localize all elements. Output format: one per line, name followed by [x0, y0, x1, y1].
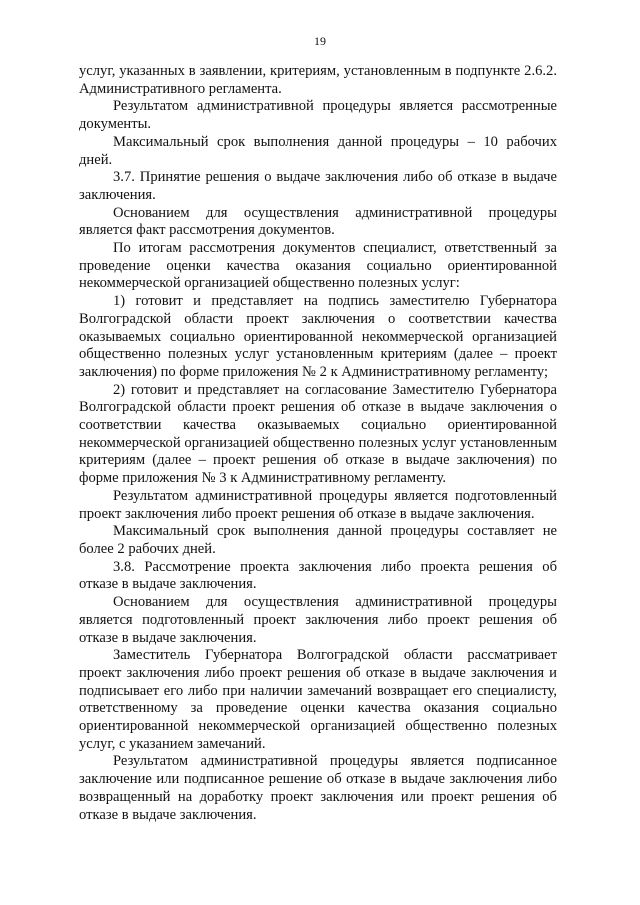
paragraph-result: Результатом административной процедуры является рассмотренные документы.: [79, 98, 557, 133]
paragraph-result: Результатом административной процедуры является подписанное заключение или подписанное решение об отказе в выдаче заключения либо возвращенный на доработку проект заключения или проект решения об отказе в выдаче заключения.: [79, 753, 557, 823]
section-heading-3-8: 3.8. Рассмотрение проекта заключения либо проекта решения об отказе в выдаче заключения.: [79, 558, 557, 593]
list-item-2: 2) готовит и представляет на согласование Заместителю Губернатора Волгоградской области проект решения об отказе в выдаче заключения о соответствии качества оказываемых социально ориентированной некоммерческой организацией общественно полезных услуг установленным критериям (далее – проект решения об отказе в выдаче заключения) по форме приложения № 3 к Административному регламенту.: [79, 381, 557, 487]
paragraph-result: Результатом административной процедуры является подготовленный проект заключения либо проект решения об отказе в выдаче заключения.: [79, 487, 557, 522]
section-heading-3-7: 3.7. Принятие решения о выдаче заключения либо об отказе в выдаче заключения.: [79, 169, 557, 203]
paragraph-continuation: услуг, указанных в заявлении, критериям, установленным в подпункте 2.6.2. Административного регламента.: [79, 63, 557, 97]
list-item-1: 1) готовит и представляет на подпись заместителю Губернатора Волгоградской области проект заключения о соответствии качества оказываемых социально ориентированной некоммерческой организацией общественно полезных услуг установленным критериям (далее – проект заключения) по форме приложения № 2 к Административному регламенту;: [79, 293, 557, 380]
paragraph-basis: Основанием для осуществления административной процедуры является подготовленный проект заключения либо проект решения об отказе в выдаче заключения.: [79, 594, 557, 646]
paragraph-review-results: По итогам рассмотрения документов специалист, ответственный за проведение оценки качества оказания социально ориентированной некоммерческой организацией общественно полезных услуг:: [79, 240, 557, 292]
document-body: [79, 63, 557, 824]
paragraph-deadline: Максимальный срок выполнения данной процедуры – 10 рабочих дней.: [79, 133, 557, 168]
paragraph-deadline: Максимальный срок выполнения данной процедуры составляет не более 2 рабочих дней.: [79, 523, 557, 557]
paragraph-basis: Основанием для осуществления административной процедуры является факт рассмотрения документов.: [79, 204, 557, 239]
page-number: 19: [314, 34, 326, 48]
paragraph-deputy-review: Заместитель Губернатора Волгоградской области рассматривает проект заключения либо проект решения об отказе в выдаче заключения и подписывает его либо при наличии замечаний возвращает его специалисту, ответственному за проведение оценки качества оказания социально ориентированной некоммерческой организацией общественно полезных услуг, с указанием замечаний.: [79, 647, 557, 752]
